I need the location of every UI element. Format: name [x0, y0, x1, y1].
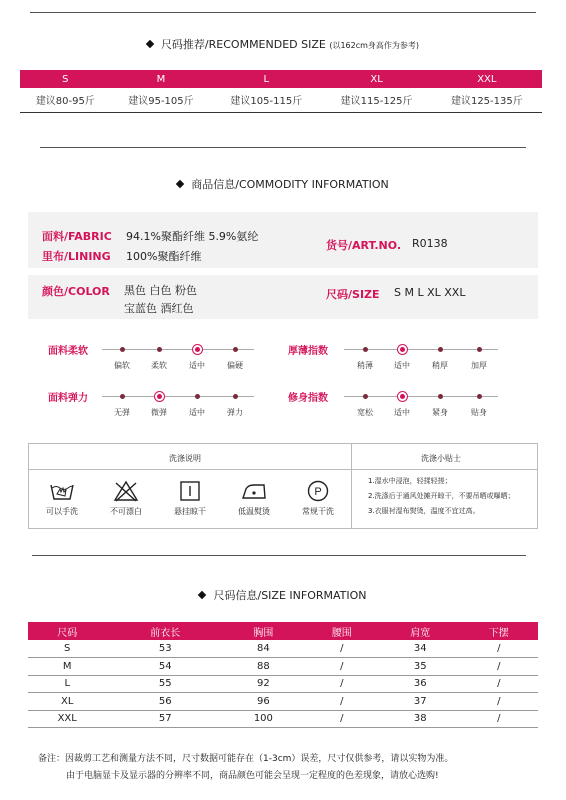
table-cell: L: [28, 675, 106, 693]
scale-name: 修身指数: [288, 393, 328, 404]
table-cell: 55: [106, 675, 224, 693]
hang-dry-icon: 悬挂晾干: [159, 480, 221, 517]
color-label: 颜色/COLOR: [42, 285, 110, 298]
table-row: [28, 693, 538, 711]
hand-wash-icon: 可以手洗: [31, 480, 93, 517]
scale-option-label: 适中: [189, 408, 205, 417]
section-divider: [40, 147, 526, 148]
table-cell: /: [460, 710, 539, 728]
recommended-header-row: [20, 70, 542, 88]
table-cell: /: [460, 658, 539, 676]
size-header: L: [263, 73, 270, 85]
table-cell: /: [460, 640, 539, 658]
scale-marker: [233, 347, 238, 352]
no-bleach-icon: 不可漂白: [95, 480, 157, 517]
table-cell: /: [303, 640, 381, 658]
recommended-size-title: 尺码推荐/RECOMMENDED SIZE (以162cm身高作为参考): [0, 36, 566, 52]
table-cell: /: [303, 658, 381, 676]
scale-marker: [477, 347, 482, 352]
scale-option-label: 偏软: [114, 361, 130, 370]
table-cell: 88: [224, 658, 302, 676]
table-cell: /: [303, 693, 381, 711]
table-cell: 56: [106, 693, 224, 711]
scale-selected-marker: [154, 391, 165, 402]
scale-option-label: 加厚: [471, 361, 487, 370]
scale-selected-marker: [397, 391, 408, 402]
column-header: 下摆: [488, 627, 509, 639]
scale-option-label: 稍厚: [432, 361, 448, 370]
size-info-table: [28, 622, 538, 728]
scale-name: 面料弹力: [48, 393, 88, 404]
washing-header: 洗涤说明: [169, 454, 201, 463]
fabric-label: 面料/FABRIC: [42, 230, 112, 243]
fabric-value: 94.1%聚酯纤维 5.9%氨纶: [126, 230, 259, 243]
scale-selected-marker: [192, 344, 203, 355]
svg-text:P: P: [314, 486, 322, 498]
weight-value: 建议115-125斤: [321, 88, 431, 112]
size-header: M: [156, 73, 166, 85]
scale-marker: [477, 394, 482, 399]
table-cell: XL: [28, 693, 106, 711]
weight-value: 建议95-105斤: [111, 88, 211, 112]
diamond-icon: [146, 40, 154, 48]
note-line: 由于电脑显卡及显示器的分辨率不同，商品颜色可能会呈现一定程度的色差现象，请放心选购!: [66, 771, 439, 781]
diamond-icon: [198, 591, 206, 599]
table-cell: XXL: [28, 710, 106, 728]
low-iron-icon: 低温熨烫: [223, 480, 285, 517]
scale-option-label: 弹力: [227, 408, 243, 417]
table-cell: 92: [224, 675, 302, 693]
commodity-info-title: 商品信息/COMMODITY INFORMATION: [0, 176, 566, 192]
scale-selected-marker: [397, 344, 408, 355]
recommended-value-row: [20, 88, 542, 112]
washing-tip: 2.洗涤后于通风处摊开晾干，不要吊晒或曝晒；: [368, 492, 515, 500]
table-cell: 38: [381, 710, 459, 728]
recommended-size-table: [20, 70, 542, 113]
table-row: [28, 658, 538, 676]
size-header: XL: [370, 73, 383, 85]
scale-option-label: 适中: [394, 408, 410, 417]
care-vertical-divider: [351, 444, 352, 528]
table-cell: 84: [224, 640, 302, 658]
section-divider: [32, 555, 526, 556]
column-header: 肩宽: [410, 627, 431, 639]
table-cell: 36: [381, 675, 459, 693]
scale-marker: [363, 394, 368, 399]
artno-value: R0138: [412, 237, 448, 250]
table-cell: M: [28, 658, 106, 676]
table-cell: /: [460, 675, 539, 693]
scale-marker: [195, 394, 200, 399]
size-label: 尺码/SIZE: [326, 288, 380, 301]
scale-track: [102, 396, 254, 397]
weight-value: 建议105-115斤: [211, 88, 321, 112]
scale-marker: [363, 347, 368, 352]
table-cell: S: [28, 640, 106, 658]
table-cell: /: [303, 710, 381, 728]
scale-option-label: 偏硬: [227, 361, 243, 370]
washing-tip: 3.衣服衬湿布熨烫，温度不宜过高。: [368, 507, 480, 515]
scale-option-label: 贴身: [471, 408, 487, 417]
weight-value: 建议80-95斤: [20, 88, 111, 112]
scale-option-label: 柔软: [151, 361, 167, 370]
weight-value: 建议125-135斤: [432, 88, 542, 112]
washing-tip: 1.湿水中浸泡，轻揉轻搓；: [368, 477, 452, 485]
color-value: 黑色 白色 粉色: [124, 284, 197, 297]
color-value: 宝蓝色 酒红色: [124, 302, 194, 315]
column-header: 前衣长: [150, 627, 181, 639]
table-row: [28, 710, 538, 728]
table-row: [28, 675, 538, 693]
scale-name: 厚薄指数: [288, 346, 328, 357]
top-divider: [30, 12, 536, 13]
column-header: 胸围: [253, 627, 274, 639]
table-cell: 34: [381, 640, 459, 658]
column-header: 腰围: [331, 627, 352, 639]
washing-instructions-box: [28, 443, 538, 529]
size-header: XXL: [477, 73, 497, 85]
table-cell: 57: [106, 710, 224, 728]
table-cell: 54: [106, 658, 224, 676]
scale-marker: [120, 394, 125, 399]
scale-marker: [438, 347, 443, 352]
note-line: 备注：因裁剪工艺和测量方法不同，尺寸数据可能存在（1-3cm）误差，尺寸仅供参考，请以实物为准。: [38, 754, 454, 764]
diamond-icon: [176, 180, 184, 188]
size-info-header-row: [28, 622, 538, 640]
table-cell: 96: [224, 693, 302, 711]
scale-marker: [157, 347, 162, 352]
scale-marker: [233, 394, 238, 399]
table-cell: 100: [224, 710, 302, 728]
lining-label: 里布/LINING: [42, 250, 111, 263]
scale-option-label: 微弹: [151, 408, 167, 417]
dry-clean-icon: P 常规干洗: [287, 480, 349, 517]
scale-option-label: 宽松: [357, 408, 373, 417]
table-cell: 35: [381, 658, 459, 676]
scale-track: [102, 349, 254, 350]
size-header: S: [62, 73, 69, 85]
size-info-title: 尺码信息/SIZE INFORMATION: [0, 587, 566, 603]
scale-name: 面料柔软: [48, 346, 88, 357]
scale-option-label: 无弹: [114, 408, 130, 417]
column-header: 尺码: [57, 627, 78, 639]
size-value: S M L XL XXL: [394, 286, 466, 299]
lining-value: 100%聚酯纤维: [126, 250, 202, 263]
scale-option-label: 稍薄: [357, 361, 373, 370]
scale-option-label: 紧身: [432, 408, 448, 417]
table-cell: 37: [381, 693, 459, 711]
table-cell: /: [460, 693, 539, 711]
scale-marker: [438, 394, 443, 399]
table-row: [28, 640, 538, 658]
scale-option-label: 适中: [394, 361, 410, 370]
tips-header: 洗涤小贴士: [421, 454, 461, 463]
scale-marker: [120, 347, 125, 352]
scale-option-label: 适中: [189, 361, 205, 370]
artno-label: 货号/ART.NO.: [326, 239, 402, 252]
table-cell: /: [303, 675, 381, 693]
table-cell: 53: [106, 640, 224, 658]
